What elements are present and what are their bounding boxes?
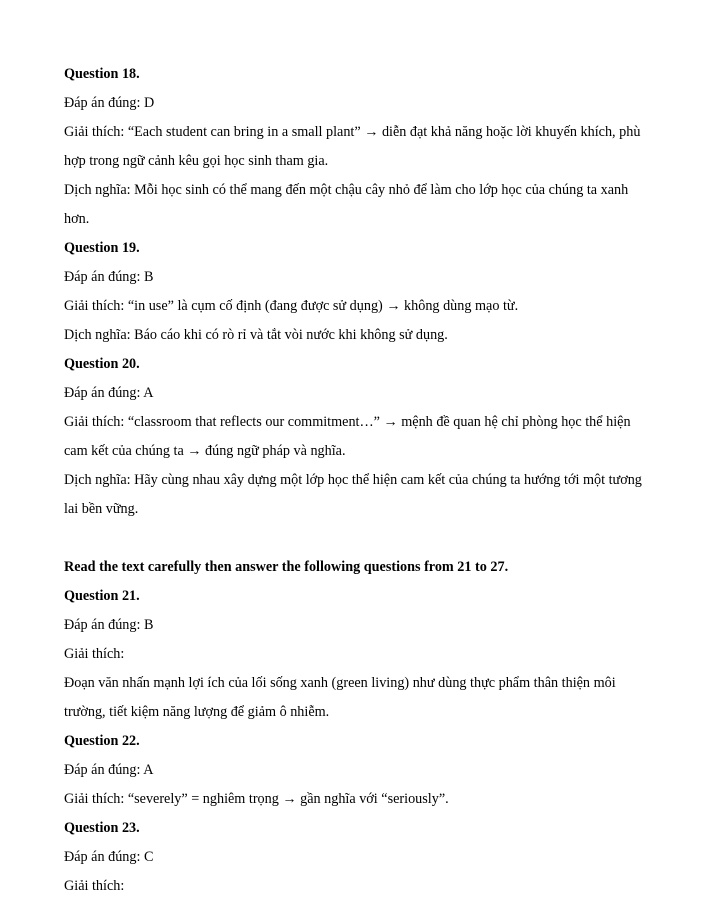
body-paragraph: Giải thích: “in use” là cụm cố định (đang được sử dụng) → không dùng mạo từ.	[64, 298, 519, 314]
section-heading: Read the text carefully then answer the following questions from 21 to 27.	[64, 559, 509, 575]
body-paragraph: Đoạn văn nhấn mạnh lợi ích của lối sống xanh (green living) như dùng thực phẩm thân thiện môi trường, tiết kiệm năng lượng để giảm ô nhiễm.	[64, 675, 616, 720]
body-paragraph: Đáp án đúng: A	[64, 385, 154, 401]
body-paragraph: Dịch nghĩa: Mỗi học sinh có thể mang đến một chậu cây nhỏ để làm cho lớp học của chúng ta xanh hơn.	[64, 182, 629, 227]
body-paragraph: Đáp án đúng: B	[64, 617, 154, 633]
body-paragraph: Dịch nghĩa: Báo cáo khi có rò rỉ và tắt vòi nước khi không sử dụng.	[64, 327, 448, 343]
section-heading: Question 18.	[64, 66, 140, 82]
section-heading: Question 21.	[64, 588, 140, 604]
document-body	[64, 60, 650, 901]
body-paragraph: Giải thích: “Each student can bring in a small plant” → diễn đạt khả năng hoặc lời khuyến khích, phù hợp trong ngữ cảnh kêu gọi học sinh tham gia.	[64, 124, 641, 169]
body-paragraph: Dịch nghĩa: Hãy cùng nhau xây dựng một lớp học thể hiện cam kết của chúng ta hướng tới một tương lai bền vững.	[64, 472, 642, 517]
body-paragraph: Đáp án đúng: B	[64, 269, 154, 285]
body-paragraph: Giải thích: “severely” = nghiêm trọng → gần nghĩa với “seriously”.	[64, 791, 449, 807]
paragraph-spacer	[64, 524, 650, 553]
body-paragraph: Đáp án đúng: C	[64, 849, 154, 865]
section-heading: Question 19.	[64, 240, 140, 256]
body-paragraph: Giải thích: “classroom that reflects our commitment…” → mệnh đề quan hệ chỉ phòng học thể hiện cam kết của chúng ta → đúng ngữ pháp và nghĩa.	[64, 414, 631, 459]
body-paragraph: Đáp án đúng: D	[64, 95, 155, 111]
body-paragraph: Giải thích:	[64, 646, 125, 662]
section-heading: Question 20.	[64, 356, 140, 372]
body-paragraph: Đáp án đúng: A	[64, 762, 154, 778]
section-heading: Question 22.	[64, 733, 140, 749]
section-heading: Question 23.	[64, 820, 140, 836]
body-paragraph: Giải thích:	[64, 878, 125, 894]
